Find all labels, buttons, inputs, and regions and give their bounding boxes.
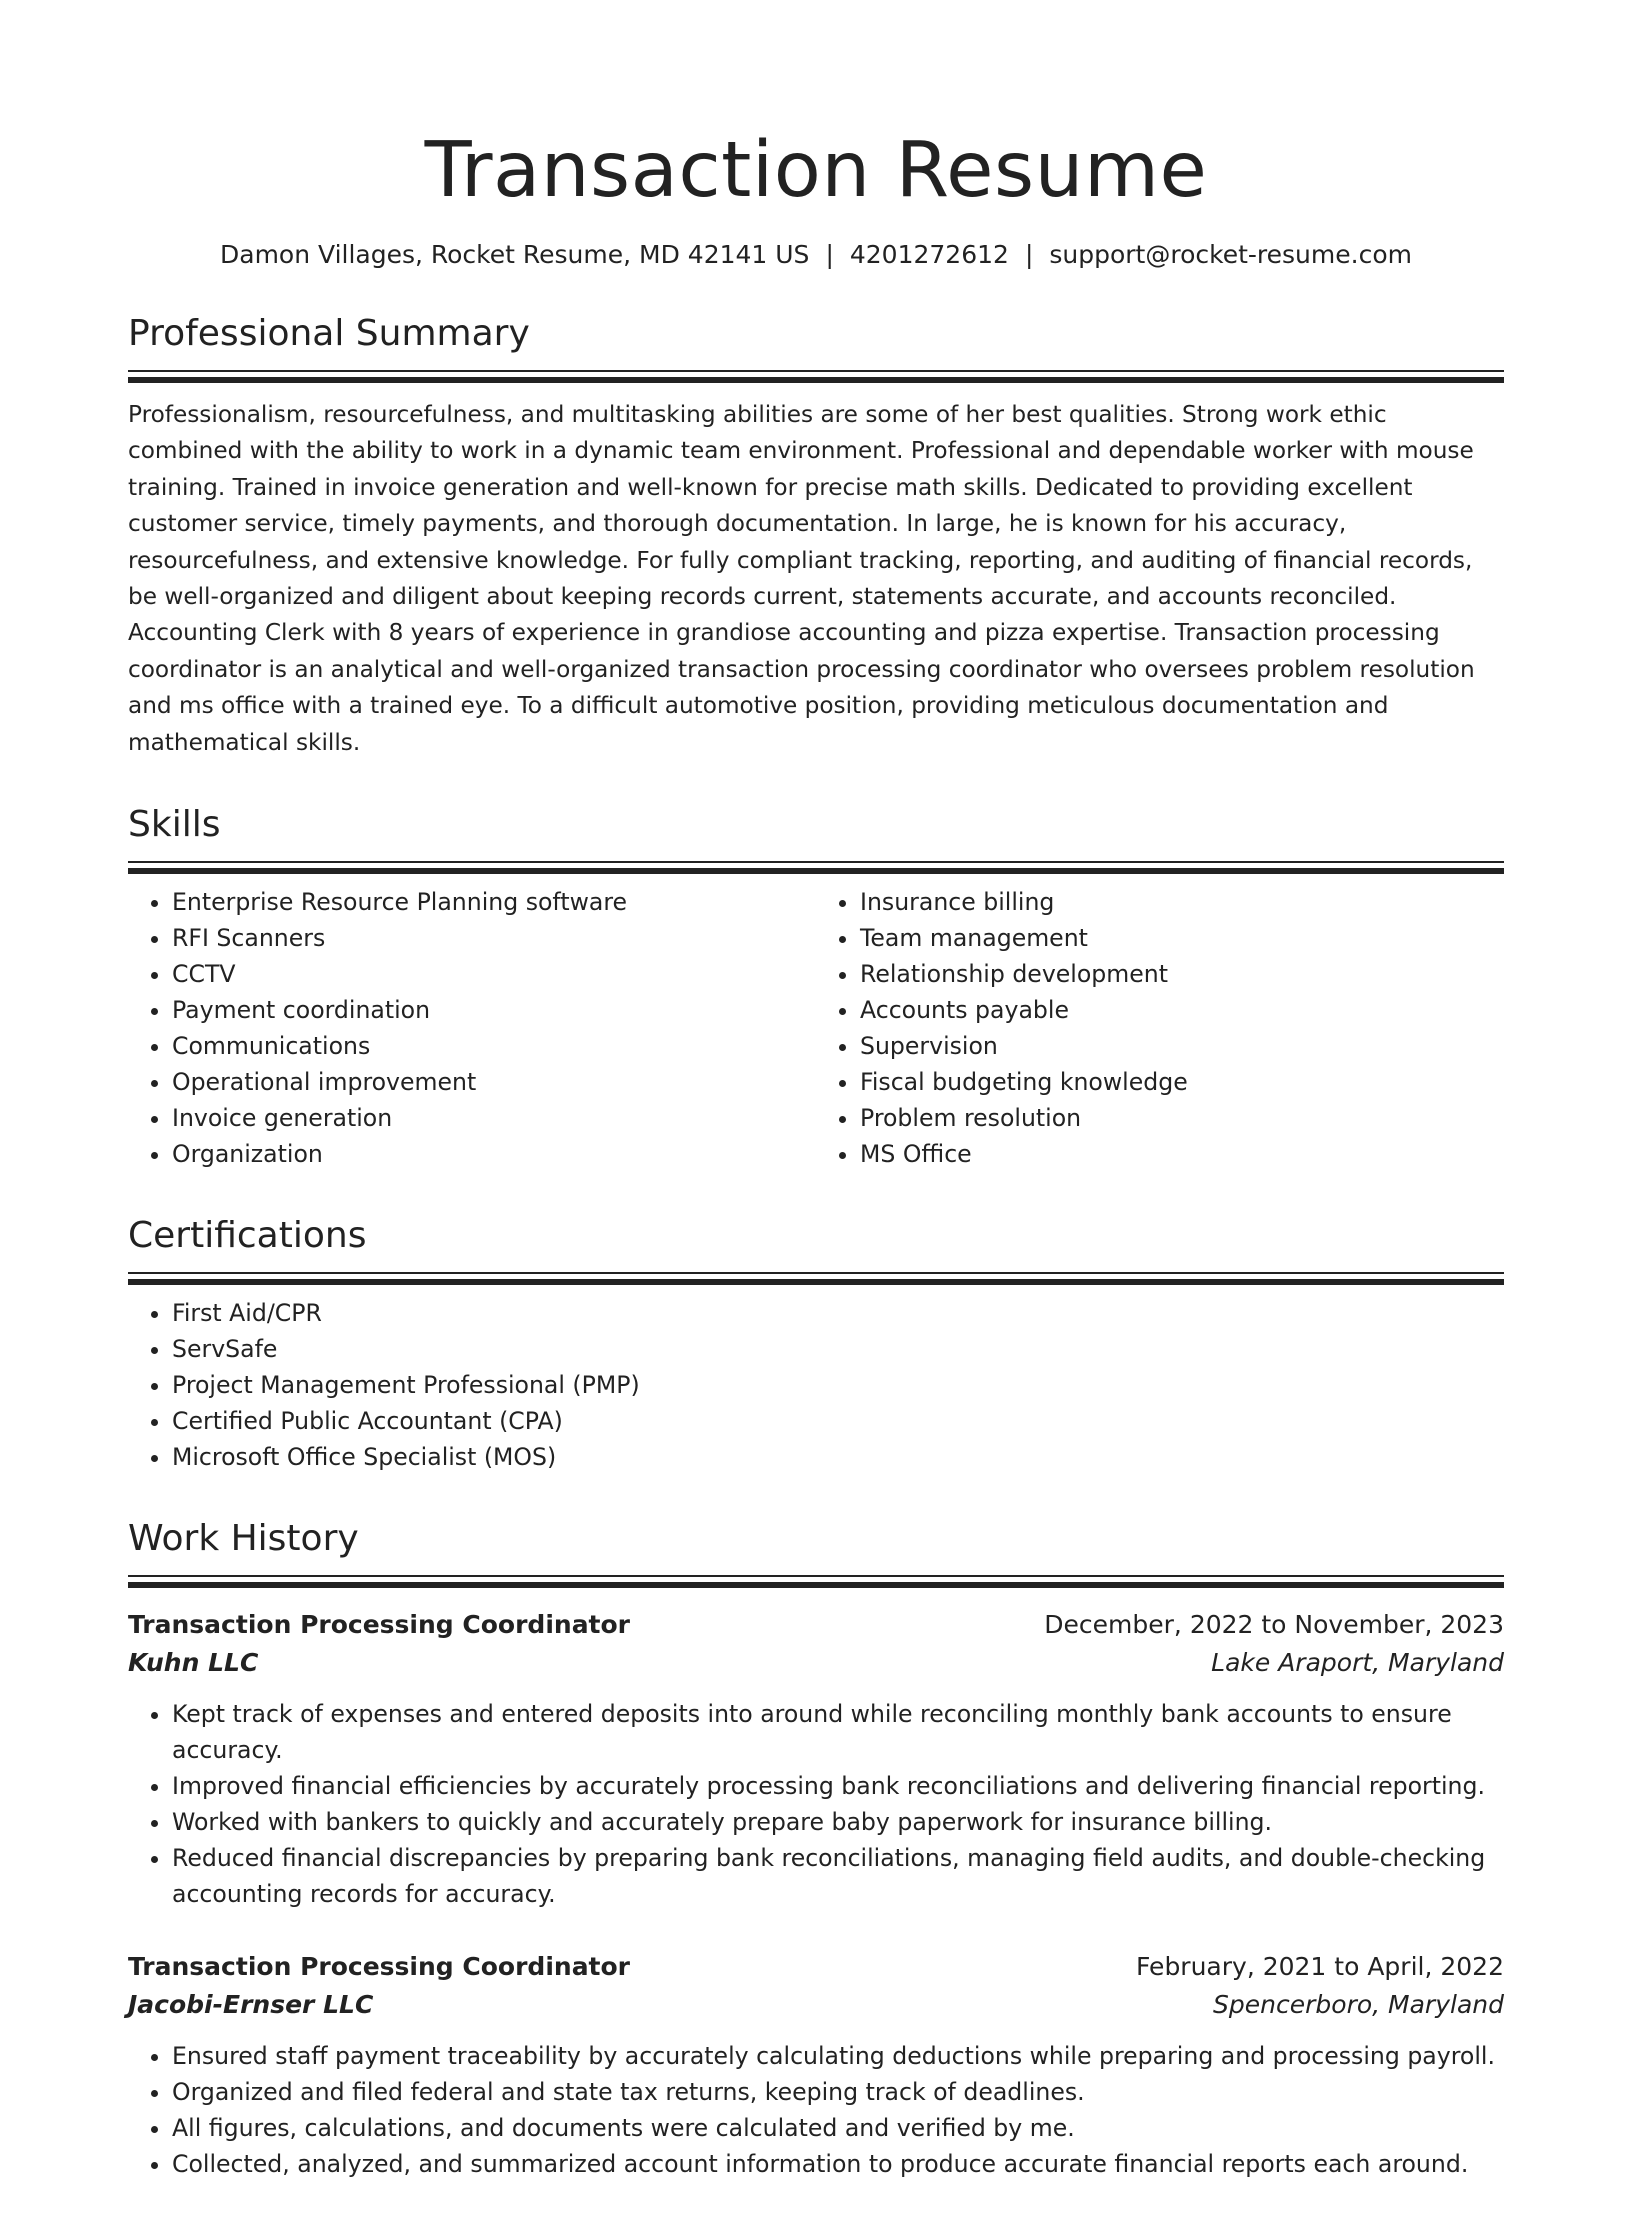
skills-columns bbox=[128, 884, 1504, 1172]
job-bullet: • Kept track of expenses and entered deposits into around while reconciling monthly bank accounts to ensure accuracy. bbox=[172, 1696, 1504, 1768]
summary-section bbox=[128, 312, 1504, 761]
job-title-row bbox=[128, 1948, 1504, 1986]
contact-separator: | bbox=[825, 240, 834, 269]
skill-item: • Accounts payable bbox=[860, 992, 1504, 1028]
certifications-list bbox=[128, 1295, 1504, 1475]
job-bullet: • Collected, analyzed, and summarized account information to produce accurate financial reports each around. bbox=[172, 2146, 1504, 2182]
skill-item: • Insurance billing bbox=[860, 884, 1504, 920]
skills-heading: Skills bbox=[128, 804, 221, 846]
skill-item: • RFI Scanners bbox=[172, 920, 816, 956]
job-title: Transaction Processing Coordinator bbox=[128, 1610, 631, 1640]
skills-section bbox=[128, 803, 1504, 1172]
section-rule bbox=[128, 1272, 1504, 1274]
section-rule-thick bbox=[128, 1582, 1504, 1588]
section-rule-thick bbox=[128, 868, 1504, 874]
work-history-section bbox=[128, 1517, 1504, 2182]
certification-item: • Microsoft Office Specialist (MOS) bbox=[172, 1439, 1504, 1475]
job-bullet: • Worked with bankers to quickly and accurately prepare baby paperwork for insurance billing. bbox=[172, 1804, 1504, 1840]
contact-address: Damon Villages, Rocket Resume, MD 42141 US bbox=[220, 240, 810, 269]
job-company-row bbox=[128, 1986, 1504, 2024]
contact-line bbox=[128, 238, 1504, 272]
job-company: Kuhn LLC bbox=[128, 1648, 259, 1678]
skill-item: • Communications bbox=[172, 1028, 816, 1064]
skill-item: • Invoice generation bbox=[172, 1100, 816, 1136]
skill-item: • Payment coordination bbox=[172, 992, 816, 1028]
section-rule bbox=[128, 1575, 1504, 1577]
summary-text: Professionalism, resourcefulness, and multitasking abilities are some of her best qualities. Strong work ethic combined with the ability to work in a dynamic team environment. Professional and dependable worker with mouse training. Trained in invoice generation and well-known for precise math skills. Dedicated to providing excellent customer service, timely payments, and thorough documentation. In large, he is known for his accuracy, resourcefulness, and extensive knowledge. For fully compliant tracking, reporting, and auditing of financial records, be well-organized and diligent about keeping records current, statements accurate, and accounts reconciled. Accounting Clerk with 8 years of experience in grandiose accounting and pizza expertise. Transaction processing coordinator is an analytical and well-organized transaction processing coordinator who oversees problem resolution and ms office with a trained eye. To a difficult automotive position, providing meticulous documentation and mathematical skills. bbox=[128, 401, 1475, 756]
work-history-heading: Work History bbox=[128, 1518, 359, 1560]
document-title: Transaction Resume bbox=[424, 126, 1208, 215]
skills-left-list bbox=[128, 884, 816, 1172]
skill-item: • Team management bbox=[860, 920, 1504, 956]
job-entry bbox=[128, 1948, 1504, 2182]
job-bullet: • Improved financial efficiencies by accurately processing bank reconciliations and delivering financial reporting. bbox=[172, 1768, 1504, 1804]
certifications-heading: Certifications bbox=[128, 1215, 367, 1257]
skill-item: • CCTV bbox=[172, 956, 816, 992]
job-entry bbox=[128, 1606, 1504, 1912]
job-bullet: • Reduced financial discrepancies by preparing bank reconciliations, managing field audits, and double-checking accounting records for accuracy. bbox=[172, 1840, 1504, 1912]
skill-item: • Fiscal budgeting knowledge bbox=[860, 1064, 1504, 1100]
resume-page bbox=[0, 124, 1632, 2236]
section-rule bbox=[128, 370, 1504, 372]
certification-item: • Project Management Professional (PMP) bbox=[172, 1367, 1504, 1403]
skills-right-list bbox=[816, 884, 1504, 1172]
job-company: Jacobi-Ernser LLC bbox=[128, 1990, 374, 2020]
job-title-row bbox=[128, 1606, 1504, 1644]
skill-item: • Organization bbox=[172, 1136, 816, 1172]
summary-heading: Professional Summary bbox=[128, 313, 530, 354]
skill-item: • Supervision bbox=[860, 1028, 1504, 1064]
certification-item: • First Aid/CPR bbox=[172, 1295, 1504, 1331]
skill-item: • Relationship development bbox=[860, 956, 1504, 992]
job-company-row bbox=[128, 1644, 1504, 1682]
contact-email: support@rocket-resume.com bbox=[1049, 240, 1412, 269]
skill-item: • MS Office bbox=[860, 1136, 1504, 1172]
section-rule-thick bbox=[128, 377, 1504, 383]
skill-item: • Enterprise Resource Planning software bbox=[172, 884, 816, 920]
job-bullet: • Ensured staff payment traceability by accurately calculating deductions while preparing and processing payroll. bbox=[172, 2038, 1504, 2074]
certifications-section bbox=[128, 1214, 1504, 1475]
contact-phone: 4201272612 bbox=[849, 240, 1009, 269]
skill-item: • Problem resolution bbox=[860, 1100, 1504, 1136]
certification-item: • Certified Public Accountant (CPA) bbox=[172, 1403, 1504, 1439]
job-title: Transaction Processing Coordinator bbox=[128, 1952, 631, 1982]
job-bullet-list bbox=[128, 2038, 1504, 2182]
certification-item: • ServSafe bbox=[172, 1331, 1504, 1367]
section-rule-thick bbox=[128, 1279, 1504, 1285]
job-dates: December, 2022 to November, 2023 bbox=[1044, 1610, 1504, 1640]
job-bullet: • All figures, calculations, and documents were calculated and verified by me. bbox=[172, 2110, 1504, 2146]
section-rule bbox=[128, 861, 1504, 863]
contact-separator: | bbox=[1024, 240, 1034, 269]
job-bullet-list bbox=[128, 1696, 1504, 1912]
job-dates: February, 2021 to April, 2022 bbox=[1136, 1952, 1504, 1982]
skill-item: • Operational improvement bbox=[172, 1064, 816, 1100]
job-location: Spencerboro, Maryland bbox=[1213, 1990, 1504, 2020]
job-bullet: • Organized and filed federal and state tax returns, keeping track of deadlines. bbox=[172, 2074, 1504, 2110]
job-location: Lake Araport, Maryland bbox=[1211, 1648, 1504, 1678]
